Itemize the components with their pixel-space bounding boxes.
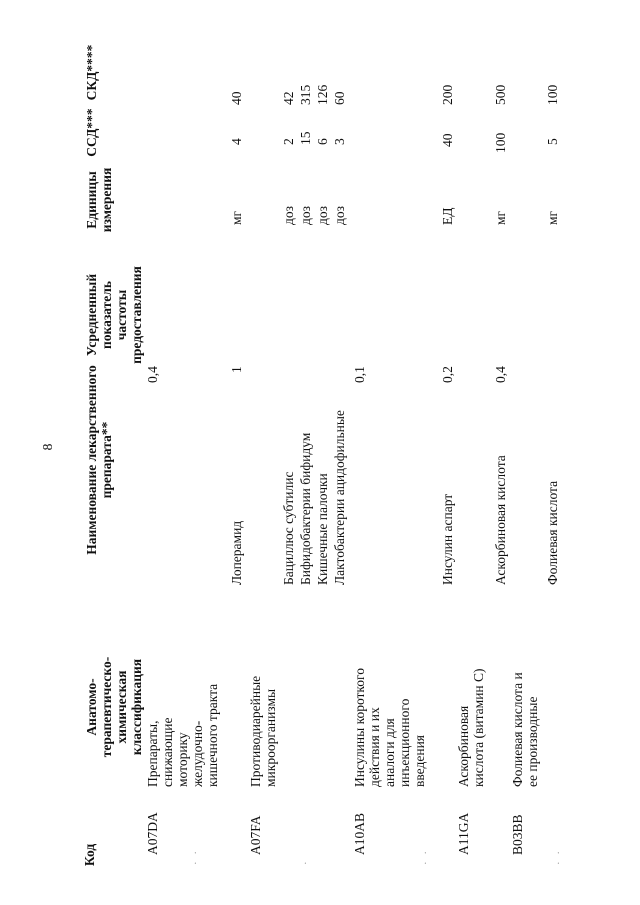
drug-frequency: 0,4 — [493, 366, 508, 383]
scan-speck: · · — [553, 848, 565, 865]
drug-ssd: 4 — [229, 138, 244, 145]
table-row-frequency: 0,1 — [352, 366, 367, 383]
drug-unit: ЕД — [440, 207, 455, 225]
scan-speck: · · — [190, 848, 202, 865]
drug-skd: 100 — [545, 84, 560, 105]
drug-unit: доз — [281, 206, 296, 225]
scan-speck: · · — [420, 848, 432, 865]
drug-frequency: 0,2 — [440, 366, 455, 383]
drug-skd: 60 — [332, 91, 347, 105]
drug-ssd: 15 — [298, 131, 313, 145]
drug-name: Бифидобактерии бифидум — [298, 432, 313, 585]
table-row-atc: Препараты, снижающие моторику желудочно- кишечного тракта — [145, 683, 220, 787]
drug-ssd: 40 — [440, 133, 455, 147]
page-number: 8 — [40, 443, 55, 451]
drug-skd: 40 — [229, 91, 244, 105]
drug-ssd: 6 — [315, 138, 330, 145]
drug-unit: мг — [545, 210, 560, 225]
drug-name: Лактобактерии ацидофильные — [332, 410, 347, 585]
drug-skd: 500 — [493, 84, 508, 105]
drug-unit: доз — [315, 206, 330, 225]
table-row-atc: Аскорбиновая кислота (витамин С) — [456, 668, 486, 787]
drug-name: Кишечные палочки — [315, 473, 330, 585]
header-skd: СКД**** — [84, 44, 99, 101]
table-row-code: B03BB — [510, 814, 525, 855]
table-row-code: A07FA — [248, 815, 263, 855]
drug-skd: 126 — [315, 84, 330, 105]
drug-name: Лоперамид — [229, 520, 244, 585]
drug-unit: доз — [332, 206, 347, 225]
table-row-atc: Фолиевая кислота и ее производные — [510, 672, 540, 787]
drug-frequency: 1 — [229, 366, 244, 373]
header-drug: Наименование лекарственного препарата** — [84, 365, 114, 555]
drug-name: Бациллюс субтилис — [281, 471, 296, 585]
drug-ssd: 2 — [281, 138, 296, 145]
drug-skd: 200 — [440, 84, 455, 105]
drug-unit: мг — [493, 210, 508, 225]
table-row-code: A10AB — [352, 812, 367, 855]
drug-name: Аскорбиновая кислота — [493, 455, 508, 585]
header-units: Единицы измерения — [84, 167, 114, 233]
header-atc: Анатомо- терапевтическо- химическая классификация — [84, 656, 144, 758]
drug-unit: мг — [229, 210, 244, 225]
header-frequency: Усредненный показатель частоты предоставления — [84, 266, 144, 364]
header-ssd: ССД*** — [84, 108, 99, 157]
table-row-code: A07DA — [145, 812, 160, 855]
header-code: Код — [82, 843, 97, 867]
drug-name: Инсулин аспарт — [440, 493, 455, 585]
table-row-code: A11GA — [456, 812, 471, 855]
drug-ssd: 100 — [493, 132, 508, 153]
drug-skd: 42 — [281, 91, 296, 105]
drug-ssd: 3 — [332, 138, 347, 145]
drug-name: Фолиевая кислота — [545, 480, 560, 585]
drug-ssd: 5 — [545, 138, 560, 145]
table-row-atc: Инсулины короткого действия и их аналоги для инъекционного введения — [352, 668, 427, 787]
scan-speck: · — [300, 859, 312, 865]
drug-skd: 315 — [298, 84, 313, 105]
table-row-atc: Противодиарейные микроорганизмы — [248, 675, 278, 787]
drug-unit: доз — [298, 206, 313, 225]
table-row-frequency: 0,4 — [145, 366, 160, 383]
